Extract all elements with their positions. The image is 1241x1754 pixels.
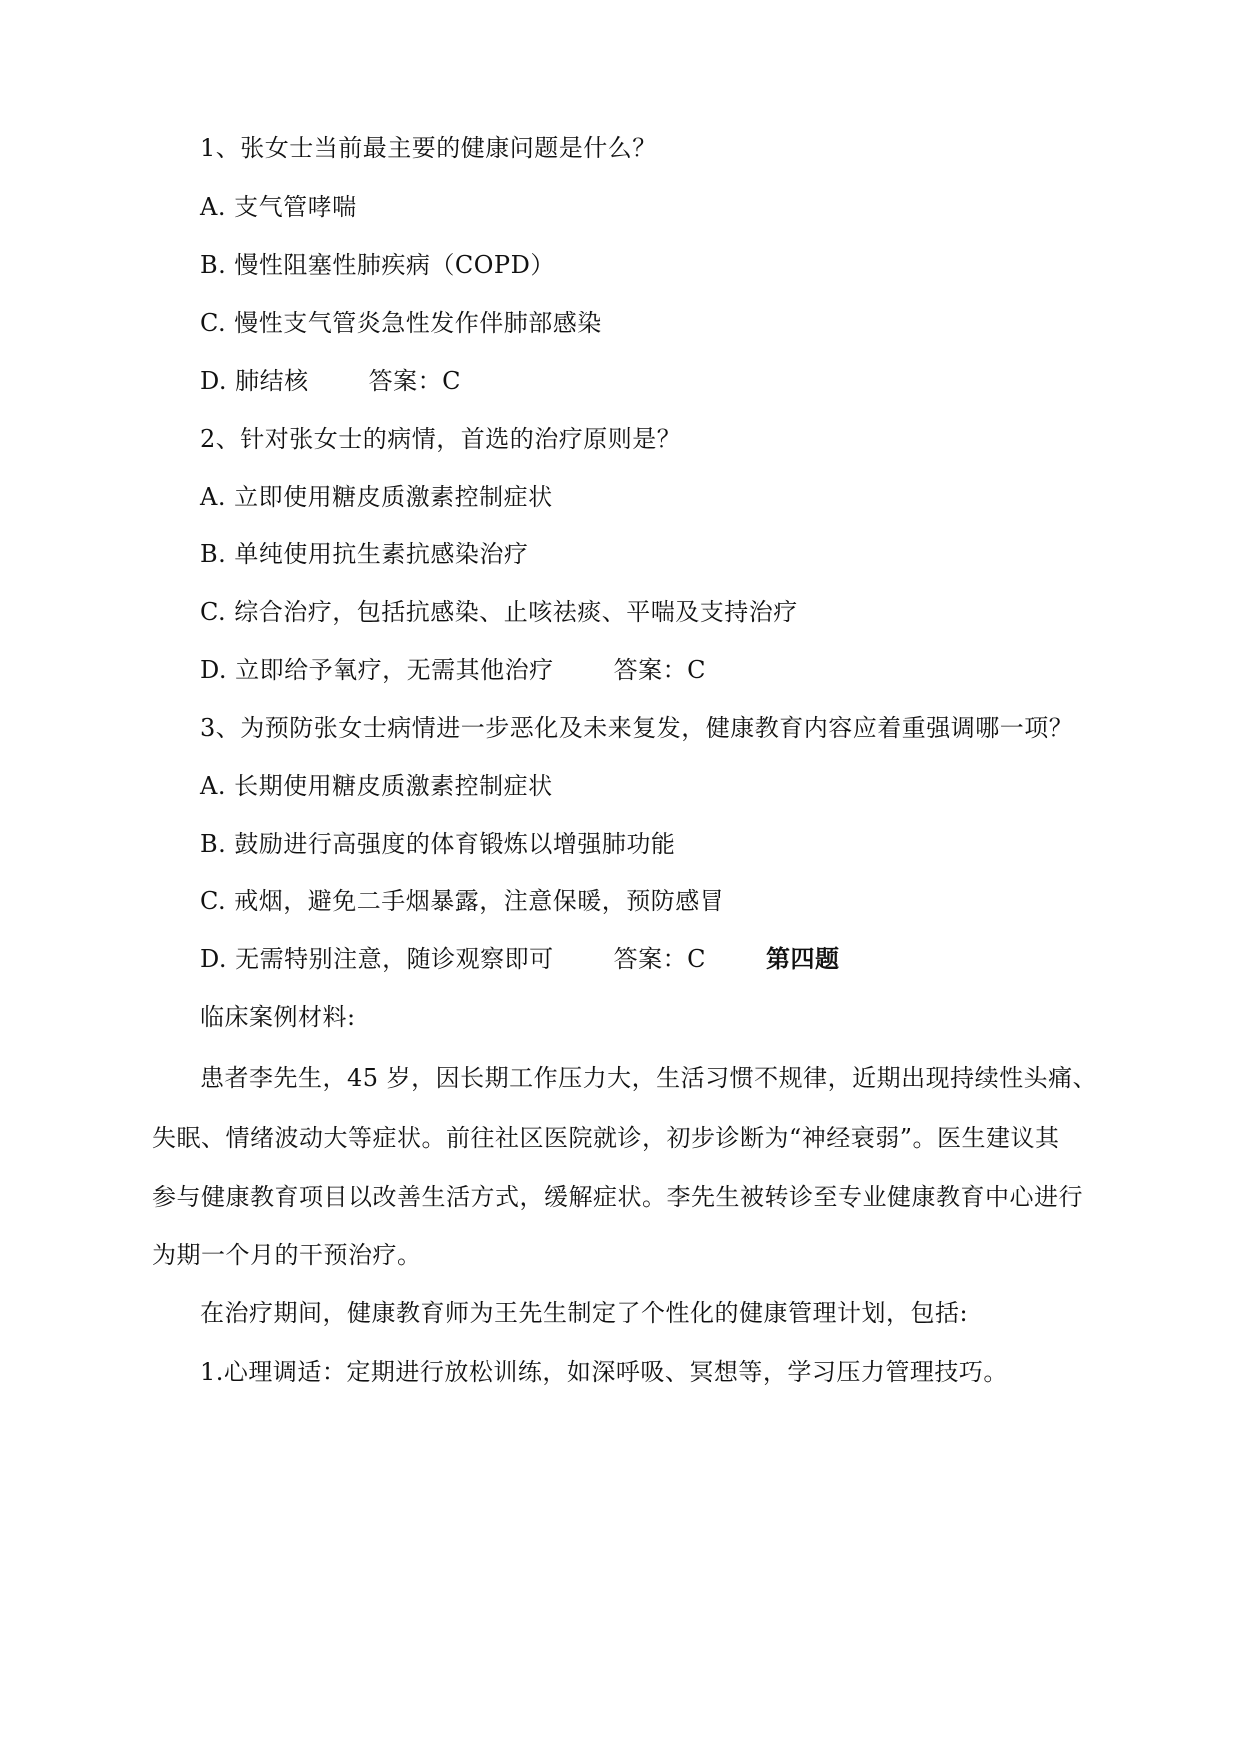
q3-option-d: D. 无需特别注意，随诊观察即可 <box>200 945 554 973</box>
q1-option-d: D. 肺结核 <box>200 367 309 395</box>
q2-option-a: A. 立即使用糖皮质激素控制症状 <box>200 483 553 511</box>
section-4-heading: 第四题 <box>766 945 840 973</box>
q2-option-d: D. 立即给予氧疗，无需其他治疗 <box>200 656 554 684</box>
q1-option-b: B. 慢性阻塞性肺疾病（COPD） <box>200 251 555 279</box>
case-material-label: 临床案例材料: <box>200 1003 356 1031</box>
q3-answer: 答案：C <box>613 945 707 973</box>
case-para1-line2: 失眠、情绪波动大等症状。前往社区医院就诊，初步诊断为“神经衰弱”。医生建议其 <box>152 1124 1060 1152</box>
q3-option-c: C. 戒烟，避免二手烟暴露，注意保暖，预防感冒 <box>200 887 725 915</box>
q2-option-b: B. 单纯使用抗生素抗感染治疗 <box>200 540 529 568</box>
q1-option-a: A. 支气管哮喘 <box>200 193 357 221</box>
q1-answer: 答案：C <box>368 367 462 395</box>
q2-answer: 答案：C <box>613 656 707 684</box>
q1-option-c: C. 慢性支气管炎急性发作伴肺部感染 <box>200 309 602 337</box>
q2-option-d-row <box>200 653 706 687</box>
q3-option-b: B. 鼓励进行高强度的体育锻炼以增强肺功能 <box>200 830 676 858</box>
case-para1-line3: 参与健康教育项目以改善生活方式，缓解症状。李先生被转诊至专业健康教育中心进行 <box>152 1183 1083 1211</box>
q3-option-a: A. 长期使用糖皮质激素控制症状 <box>200 772 553 800</box>
case-para1-line1: 患者李先生，45 岁，因长期工作压力大，生活习惯不规律，近期出现持续性头痛、 <box>200 1064 1098 1092</box>
q3-option-d-row <box>200 942 840 976</box>
q1-option-d-row <box>200 364 461 398</box>
q1-question: 1、张女士当前最主要的健康问题是什么？ <box>200 134 657 162</box>
q2-option-c: C. 综合治疗，包括抗感染、止咳祛痰、平喘及支持治疗 <box>200 598 798 626</box>
case-para1-line4: 为期一个月的干预治疗。 <box>152 1241 422 1269</box>
plan-item-1: 1.心理调适：定期进行放松训练，如深呼吸、冥想等，学习压力管理技巧。 <box>200 1358 1008 1386</box>
q2-question: 2、针对张女士的病情，首选的治疗原则是？ <box>200 425 682 453</box>
case-para2: 在治疗期间，健康教育师为王先生制定了个性化的健康管理计划，包括: <box>200 1299 969 1327</box>
q3-question: 3、为预防张女士病情进一步恶化及未来复发，健康教育内容应着重强调哪一项？ <box>200 714 1074 742</box>
